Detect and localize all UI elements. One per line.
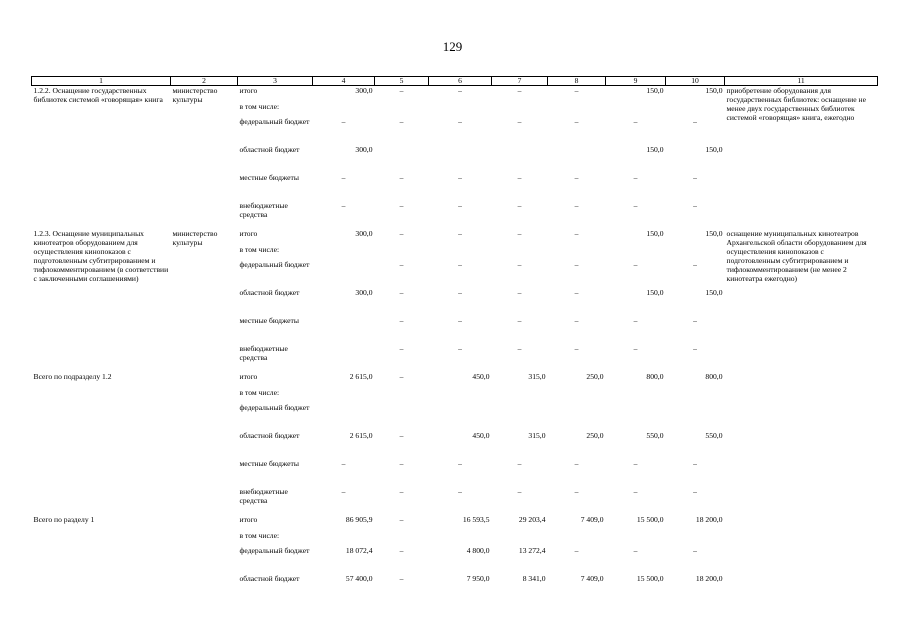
amount-cell: 7 950,0: [466, 573, 490, 583]
amount-cell: –: [633, 458, 638, 468]
amount-cell: [313, 316, 375, 344]
amount-cell: –: [399, 458, 404, 468]
amount-cell: [492, 531, 548, 546]
amount-cell: [548, 102, 606, 117]
funding-source-label: в том числе:: [239, 530, 280, 540]
amount-cell: 450,0: [472, 371, 490, 381]
amount-cell: –: [517, 86, 522, 95]
budget-table: [31, 76, 878, 602]
funding-source-label: внебюджетные средства: [239, 200, 288, 219]
column-number: 1: [32, 77, 171, 86]
amount-cell: –: [341, 486, 346, 496]
amount-cell: –: [574, 287, 579, 297]
amount-cell: –: [458, 228, 462, 238]
amount-cell: –: [458, 287, 462, 297]
amount-cell: –: [399, 315, 404, 325]
amount-cell: –: [693, 315, 697, 325]
amount-cell: [548, 245, 606, 260]
funding-source-label: федеральный бюджет: [239, 259, 310, 269]
amount-cell: 250,0: [586, 430, 604, 440]
amount-cell: 13 272,4: [518, 545, 546, 555]
amount-cell: –: [633, 200, 638, 210]
amount-cell: [492, 245, 548, 260]
amount-cell: 57 400,0: [345, 573, 373, 583]
amount-cell: –: [574, 259, 579, 269]
amount-cell: –: [399, 172, 404, 182]
amount-cell: –: [399, 228, 404, 238]
amount-cell: –: [633, 343, 638, 353]
amount-cell: –: [574, 486, 579, 496]
amount-cell: [375, 245, 429, 260]
amount-cell: –: [693, 343, 697, 353]
column-number: 2: [171, 77, 238, 86]
amount-cell: –: [458, 315, 462, 325]
amount-cell: –: [517, 172, 522, 182]
amount-cell: –: [341, 116, 346, 126]
amount-cell: [492, 388, 548, 403]
amount-cell: 150,0: [705, 86, 723, 95]
table-row: [32, 229, 878, 245]
amount-cell: –: [517, 287, 522, 297]
amount-cell: –: [399, 371, 404, 381]
column-number: 3: [238, 77, 313, 86]
amount-cell: –: [517, 116, 522, 126]
row-executor: [171, 515, 238, 602]
amount-cell: –: [574, 343, 579, 353]
column-number: 8: [548, 77, 606, 86]
table-body: [32, 86, 878, 602]
amount-cell: –: [458, 486, 462, 496]
amount-cell: 315,0: [528, 371, 546, 381]
funding-source-label: внебюджетные средства: [239, 486, 288, 505]
amount-cell: [429, 145, 492, 173]
amount-cell: [666, 388, 725, 403]
table-row: [32, 515, 878, 531]
funding-source-label: местные бюджеты: [239, 315, 299, 325]
amount-cell: –: [399, 86, 404, 95]
amount-cell: [429, 245, 492, 260]
amount-cell: –: [574, 116, 579, 126]
amount-cell: 16 593,5: [462, 514, 490, 524]
row-executor: министерство культуры: [172, 228, 218, 247]
amount-cell: –: [399, 287, 404, 297]
amount-cell: –: [693, 172, 697, 182]
amount-cell: –: [517, 315, 522, 325]
funding-source-label: федеральный бюджет: [239, 545, 310, 555]
row-executor: [171, 372, 238, 515]
amount-cell: –: [458, 259, 462, 269]
amount-cell: –: [574, 458, 579, 468]
amount-cell: 86 905,9: [345, 514, 373, 524]
amount-cell: –: [693, 486, 697, 496]
amount-cell: [429, 531, 492, 546]
amount-cell: –: [633, 172, 638, 182]
amount-cell: –: [517, 343, 522, 353]
amount-cell: 7 409,0: [580, 573, 604, 583]
amount-cell: –: [399, 486, 404, 496]
column-number: 10: [666, 77, 725, 86]
funding-source-label: областной бюджет: [239, 430, 300, 440]
amount-cell: [666, 102, 725, 117]
amount-cell: [666, 245, 725, 260]
amount-cell: –: [633, 486, 638, 496]
funding-source-label: федеральный бюджет: [239, 116, 310, 126]
amount-cell: –: [399, 545, 404, 555]
amount-cell: –: [399, 573, 404, 583]
amount-cell: [429, 403, 492, 431]
amount-cell: [313, 531, 375, 546]
amount-cell: [313, 260, 375, 288]
amount-cell: 300,0: [355, 287, 373, 297]
amount-cell: –: [633, 116, 638, 126]
amount-cell: 8 341,0: [522, 573, 546, 583]
amount-cell: 18 200,0: [695, 514, 723, 524]
amount-cell: –: [693, 259, 697, 269]
funding-source-label: в том числе:: [239, 387, 280, 397]
amount-cell: [375, 403, 429, 431]
amount-cell: 150,0: [646, 228, 664, 238]
amount-cell: 800,0: [705, 371, 723, 381]
amount-cell: –: [341, 172, 346, 182]
amount-cell: –: [458, 200, 462, 210]
amount-cell: [313, 344, 375, 372]
row-result: приобретение оборудования для государственных библиотек: оснащение не менее двух государственных библиотек системой «говорящая» книга, ежегодно: [726, 86, 866, 122]
amount-cell: –: [458, 86, 462, 95]
amount-cell: –: [693, 545, 697, 555]
amount-cell: –: [633, 315, 638, 325]
amount-cell: –: [399, 200, 404, 210]
row-description: Всего по разделу 1: [33, 514, 95, 524]
amount-cell: –: [399, 343, 404, 353]
amount-cell: [429, 102, 492, 117]
amount-cell: 150,0: [705, 228, 723, 238]
funding-source-label: областной бюджет: [239, 573, 300, 583]
amount-cell: –: [574, 545, 579, 555]
amount-cell: –: [574, 200, 579, 210]
amount-cell: [429, 388, 492, 403]
amount-cell: 150,0: [705, 287, 723, 297]
amount-cell: 300,0: [355, 228, 373, 238]
amount-cell: –: [574, 228, 579, 238]
funding-source-label: федеральный бюджет: [239, 402, 310, 412]
funding-source-label: в том числе:: [239, 101, 280, 111]
row-description: 1.2.3. Оснащение муниципальных кинотеатров оборудованием для осуществления кинопоказов с подготовленным субтитрированием и тифлокомментированием (в соответствии с заключенными соглашениями): [33, 228, 169, 283]
amount-cell: [375, 145, 429, 173]
amount-cell: –: [517, 486, 522, 496]
amount-cell: 15 500,0: [636, 514, 664, 524]
amount-cell: –: [341, 200, 346, 210]
row-result: оснащение муниципальных кинотеатров Архангельской области оборудованием для осуществления кинопоказов с подготовленным субтитрированием и тифлокомментированием (не менее 2 кинотеатра ежегодно): [726, 228, 867, 283]
amount-cell: [313, 403, 375, 431]
amount-cell: 29 203,4: [518, 514, 546, 524]
amount-cell: 450,0: [472, 430, 490, 440]
amount-cell: –: [633, 259, 638, 269]
amount-cell: [606, 102, 666, 117]
amount-cell: [548, 403, 606, 431]
amount-cell: [606, 403, 666, 431]
column-number: 4: [313, 77, 375, 86]
amount-cell: 18 200,0: [695, 573, 723, 583]
amount-cell: –: [399, 514, 404, 524]
amount-cell: 4 800,0: [466, 545, 490, 555]
amount-cell: –: [341, 458, 346, 468]
row-description: Всего по подразделу 1.2: [33, 371, 112, 381]
amount-cell: –: [574, 315, 579, 325]
amount-cell: 300,0: [355, 144, 373, 154]
amount-cell: [666, 531, 725, 546]
row-result: [725, 515, 878, 602]
table-row: [32, 372, 878, 388]
funding-source-label: итого: [239, 371, 258, 381]
amount-cell: –: [633, 545, 638, 555]
amount-cell: [606, 531, 666, 546]
amount-cell: 18 072,4: [345, 545, 373, 555]
amount-cell: 150,0: [646, 86, 664, 95]
funding-source-label: местные бюджеты: [239, 458, 299, 468]
amount-cell: [492, 102, 548, 117]
amount-cell: –: [399, 430, 404, 440]
amount-cell: –: [458, 172, 462, 182]
funding-source-label: в том числе:: [239, 244, 280, 254]
column-number-row: [32, 77, 878, 86]
amount-cell: [548, 145, 606, 173]
amount-cell: 7 409,0: [580, 514, 604, 524]
amount-cell: 250,0: [586, 371, 604, 381]
amount-cell: 550,0: [646, 430, 664, 440]
page-number: 129: [442, 39, 463, 54]
amount-cell: 2 615,0: [349, 430, 373, 440]
amount-cell: [606, 388, 666, 403]
amount-cell: 15 500,0: [636, 573, 664, 583]
amount-cell: –: [574, 86, 579, 95]
amount-cell: –: [574, 172, 579, 182]
amount-cell: [548, 531, 606, 546]
funding-source-label: итого: [239, 228, 258, 238]
amount-cell: 300,0: [355, 86, 373, 95]
amount-cell: –: [399, 116, 404, 126]
amount-cell: –: [517, 259, 522, 269]
amount-cell: –: [693, 458, 697, 468]
amount-cell: [666, 403, 725, 431]
funding-source-label: областной бюджет: [239, 144, 300, 154]
amount-cell: [375, 388, 429, 403]
amount-cell: [492, 403, 548, 431]
amount-cell: –: [517, 228, 522, 238]
row-executor: министерство культуры: [172, 86, 218, 104]
amount-cell: –: [693, 200, 697, 210]
row-result: [725, 372, 878, 515]
amount-cell: [606, 245, 666, 260]
amount-cell: [548, 388, 606, 403]
funding-source-label: итого: [239, 514, 258, 524]
amount-cell: –: [517, 458, 522, 468]
amount-cell: 2 615,0: [349, 371, 373, 381]
table-row: [32, 86, 878, 102]
funding-source-label: местные бюджеты: [239, 172, 299, 182]
amount-cell: –: [458, 458, 462, 468]
funding-source-label: областной бюджет: [239, 287, 300, 297]
amount-cell: –: [693, 116, 697, 126]
column-number: 11: [725, 77, 878, 86]
amount-cell: [313, 102, 375, 117]
funding-source-label: внебюджетные средства: [239, 343, 288, 362]
row-description: 1.2.2. Оснащение государственных библиотек системой «говорящая» книга: [33, 86, 163, 104]
amount-cell: [375, 102, 429, 117]
amount-cell: [313, 245, 375, 260]
amount-cell: [375, 531, 429, 546]
amount-cell: 150,0: [646, 144, 664, 154]
amount-cell: 150,0: [646, 287, 664, 297]
amount-cell: 800,0: [646, 371, 664, 381]
amount-cell: [492, 145, 548, 173]
column-number: 5: [375, 77, 429, 86]
column-number: 9: [606, 77, 666, 86]
amount-cell: 315,0: [528, 430, 546, 440]
column-number: 6: [429, 77, 492, 86]
amount-cell: –: [399, 259, 404, 269]
funding-source-label: итого: [239, 86, 258, 95]
amount-cell: 550,0: [705, 430, 723, 440]
amount-cell: –: [458, 343, 462, 353]
amount-cell: [313, 388, 375, 403]
amount-cell: –: [458, 116, 462, 126]
amount-cell: 150,0: [705, 144, 723, 154]
amount-cell: –: [517, 200, 522, 210]
column-number: 7: [492, 77, 548, 86]
